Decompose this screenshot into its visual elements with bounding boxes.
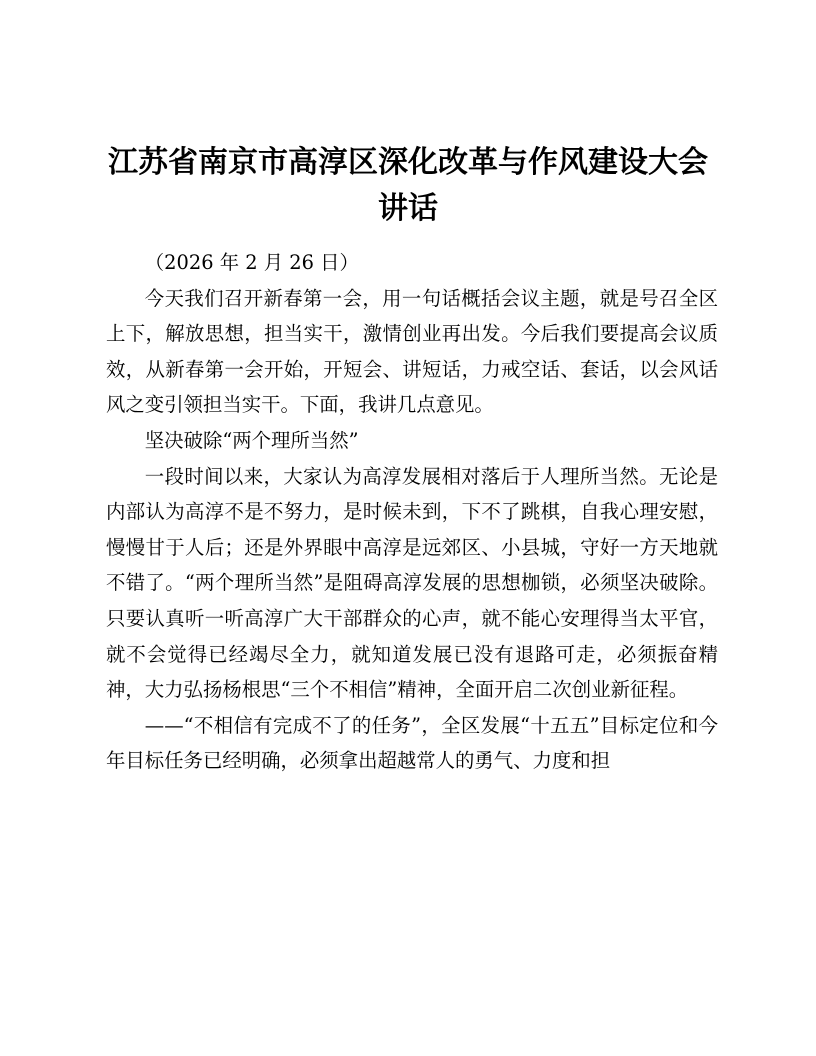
document-title: 江苏省南京市高淳区深化改革与作风建设大会讲话 bbox=[108, 145, 708, 226]
section-heading: 坚决破除“两个理所当然” bbox=[144, 428, 359, 452]
document-date: （2026 年 2 月 26 日） bbox=[144, 251, 359, 274]
paragraph-continued: ——“不相信有完成不了的任务”，全区发展“十五五”目标定位和今年目标任务已经明确，必须拿出超越常人的勇气、力度和担 bbox=[106, 713, 718, 773]
document-body bbox=[106, 245, 718, 779]
paragraph-intro: 今天我们召开新春第一会，用一句话概括会议主题，就是号召全区上下，解放思想，担当实干，激情创业再出发。今后我们要提高会议质效，从新春第一会开始，开短会、讲短话，力戒空话、套话，以会风话风之变引领担当实干。下面，我讲几点意见。 bbox=[106, 286, 718, 417]
paragraph-body: 一段时间以来，大家认为高淳发展相对落后于人理所当然。无论是内部认为高淳不是不努力，是时候未到，下不了跳棋，自我心理安慰，慢慢甘于人后；还是外界眼中高淳是远郊区、小县城，守好一方天地就不错了。“两个理所当然”是阻碍高淳发展的思想枷锁，必须坚决破除。只要认真听一听高淳广大干部群众的心声，就不能心安理得当太平官，就不会觉得已经竭尽全力，就知道发展已没有退路可走，必须振奋精神，大力弘扬杨根思“三个不相信”精神，全面开启二次创业新征程。 bbox=[106, 464, 718, 702]
